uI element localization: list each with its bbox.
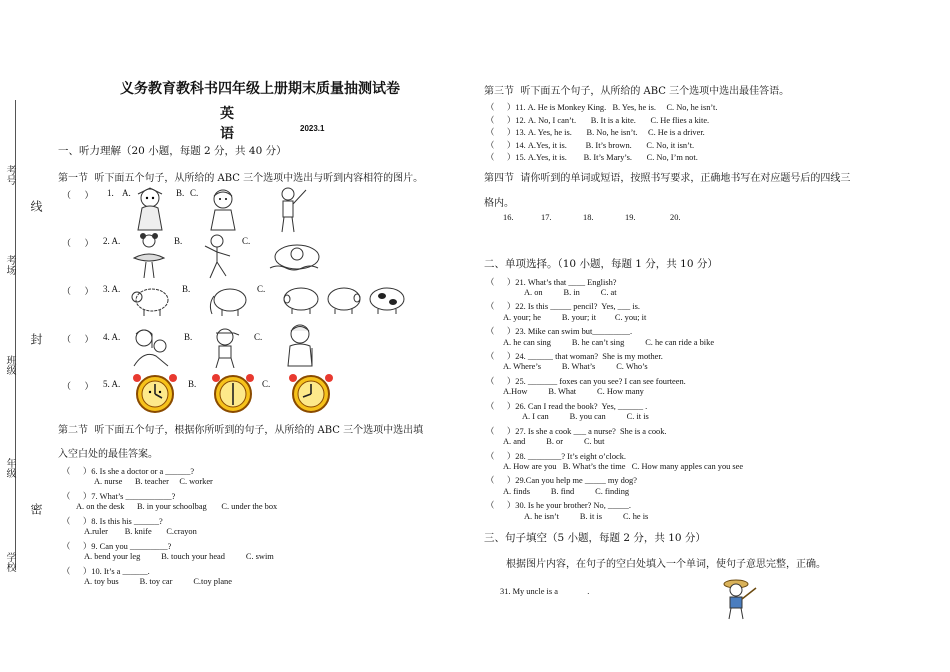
q8-question: （ ）8. Is this his ______? (62, 517, 163, 526)
part2-instruction-line2: 入空白处的最佳答案。 (58, 449, 158, 460)
q28-options: A. How are you B. What’s the time C. How many apples can you see (503, 462, 744, 471)
q9-question: （ ）9. Can you _________? (62, 542, 172, 551)
clock-picture-b (208, 373, 258, 413)
grandmother-picture (282, 322, 318, 368)
q3-number: 3. A. (103, 284, 121, 294)
q2-option-c: C. (242, 236, 251, 246)
q18-number: 18. (583, 213, 594, 222)
q25-options: A.How B. What C. How many (503, 387, 644, 396)
section1-title: 一、听力理解（20 小题，每题 2 分，共 40 分） (58, 145, 287, 157)
section2-title: 二、单项选择。（10 小题，每题 1 分，共 10 分） (484, 258, 718, 270)
q22-options: A. your; he B. your; it C. you; it (503, 313, 647, 322)
q26-question: （ ）26. Can I read the book? Yes, ______ . (486, 402, 648, 411)
q15-line: （ ）15. A.Yes, it is. B. It’s Mary’s. C. No, I’m not. (486, 153, 698, 162)
q4-bracket: （ ） (62, 334, 94, 344)
q27-question: （ ）27. Is she a cook ___ a nurse? She is a cook. (486, 427, 667, 436)
boy-with-fishing-rod-picture (276, 186, 308, 234)
exam-date: 2023.1 (300, 124, 325, 133)
q2-bracket: （ ） (62, 238, 94, 248)
q25-question: （ ）25. _______ foxes can you see? I can see fourteen. (486, 377, 686, 386)
ballet-girl-picture (130, 232, 168, 280)
sidebar-label-secret: 密 (29, 503, 43, 515)
q12-line: （ ）12. A. No, I can’t. B. It is a kite. C. He flies a kite. (486, 116, 710, 125)
section3-instruction: 根据图片内容，在句子的空白处填入一个单词，使句子意思完整，正确。 (506, 559, 826, 570)
q1-option-c: C. (190, 188, 199, 198)
clock-picture-c (285, 373, 337, 413)
dancing-girl-picture (200, 232, 234, 280)
part4-instruction-line2: 格内。 (484, 198, 514, 209)
sidebar-label-exam-room: 考场 (4, 255, 15, 275)
clock-picture-a (129, 373, 181, 413)
swimming-child-picture (268, 240, 326, 274)
q2-number: 2. A. (103, 236, 121, 246)
q4-number: 4. A. (103, 332, 121, 342)
q30-options: A. he isn’t B. it is C. he is (524, 512, 649, 521)
part1-instruction: 第一节 听下面五个句子，从所给的 ABC 三个选项中选出与听到内容相符的图片。 (58, 173, 424, 184)
q1-option-b: B. (176, 188, 185, 198)
q17-number: 17. (541, 213, 552, 222)
q20-number: 20. (670, 213, 681, 222)
q14-line: （ ）14. A.Yes, it is. B. It’s brown. C. No, it isn’t. (486, 141, 695, 150)
q9-options: A. bend your leg B. touch your head C. swim (84, 552, 274, 561)
q13-line: （ ）13. A. Yes, he is. B. No, he isn’t. C. He is a driver. (486, 128, 705, 137)
exam-title: 义务教育教科书四年级上册期末质量抽测试卷 (120, 81, 400, 97)
q3-bracket: （ ） (62, 286, 94, 296)
q23-options: A. he can sing B. he can’t sing C. he can ride a bike (503, 338, 715, 347)
q28-question: （ ）28. ________? It’s eight o’clock. (486, 452, 627, 461)
boy-with-cap-picture (205, 324, 245, 368)
q1-bracket: （ ） (62, 190, 94, 200)
q27-options: A. and B. or C. but (503, 437, 605, 446)
sheep-picture (130, 282, 172, 318)
q4-option-c: C. (254, 332, 263, 342)
sidebar-label-exam-number: 考号 (4, 165, 15, 185)
pig-picture-1 (280, 282, 322, 316)
section3-title: 三、句子填空（5 小题，每题 2 分，共 10 分） (484, 532, 706, 544)
q22-question: （ ）22. Is this _____ pencil? Yes, ___ is. (486, 302, 641, 311)
q24-question: （ ）24. ______ that woman? She is my mother. (486, 352, 663, 361)
q3-option-b: B. (182, 284, 191, 294)
part2-instruction-line1: 第二节 听下面五个句子，根据你所听到的句子，从所给的 ABC 三个选项中选出填 (58, 425, 424, 436)
cow-picture (366, 282, 408, 316)
mother-and-child-picture (128, 326, 174, 368)
q2-option-b: B. (174, 236, 183, 246)
q4-option-b: B. (184, 332, 193, 342)
sidebar-label-line: 线 (29, 200, 43, 212)
q5-number: 5. A. (103, 379, 121, 389)
q21-question: （ ）21. What’s that ____ English? (486, 278, 617, 287)
q5-bracket: （ ） (62, 381, 94, 391)
q11-line: （ ）11. A. He is Monkey King. B. Yes, he is. C. No, he isn’t. (486, 103, 718, 112)
q5-option-c: C. (262, 379, 271, 389)
q5-option-b: B. (188, 379, 197, 389)
q7-options: A. on the desk B. in your schoolbag C. under the box (76, 502, 278, 511)
q30-question: （ ）30. Is he your brother? No, _____. (486, 501, 631, 510)
sidebar-label-school: 学校 (4, 552, 15, 572)
elephant-picture (206, 282, 250, 318)
sidebar-label-class: 班级 (4, 355, 15, 375)
part3-instruction: 第三节 听下面五个句子，从所给的 ABC 三个选项中选出最佳答语。 (484, 86, 790, 97)
farmer-picture (718, 578, 758, 620)
q23-question: （ ）23. Mike can swim but_________. (486, 327, 633, 336)
monkey-king-picture (130, 186, 170, 232)
q10-question: （ ）10. It’s a ______. (62, 567, 150, 576)
sidebar-label-seal: 封 (29, 333, 43, 345)
q31-sentence: 31. My uncle is a . (500, 587, 590, 596)
q8-options: A.ruler B. knife C.crayon (84, 527, 197, 536)
q29-question: （ ）29.Can you help me _____ my dog? (486, 476, 637, 485)
q21-options: A. on B. in C. at (524, 288, 617, 297)
part4-instruction-line1: 第四节 请你听到的单词或短语，按照书写要求，正确地书写在对应题号后的四线三 (484, 173, 851, 184)
q6-options: A. nurse B. teacher C. worker (94, 477, 213, 486)
q10-options: A. toy bus B. toy car C.toy plane (84, 577, 232, 586)
q24-options: A. Where’s B. What’s C. Who’s (503, 362, 648, 371)
girl-picture (205, 186, 241, 232)
pig-picture-2 (324, 282, 364, 316)
q7-question: （ ）7. What’s ___________? (62, 492, 176, 501)
q6-question: （ ）6. Is she a doctor or a ______? (62, 467, 195, 476)
q19-number: 19. (625, 213, 636, 222)
sidebar-label-grade: 年级 (4, 458, 15, 478)
q1-option-a: A. (122, 188, 131, 198)
q26-options: A. I can B. you can C. it is (522, 412, 649, 421)
exam-subject: 英语 (220, 106, 286, 142)
q3-option-c: C. (257, 284, 266, 294)
q1-number: 1. (107, 188, 114, 198)
q16-number: 16. (503, 213, 514, 222)
q29-options: A. finds B. find C. finding (503, 487, 630, 496)
